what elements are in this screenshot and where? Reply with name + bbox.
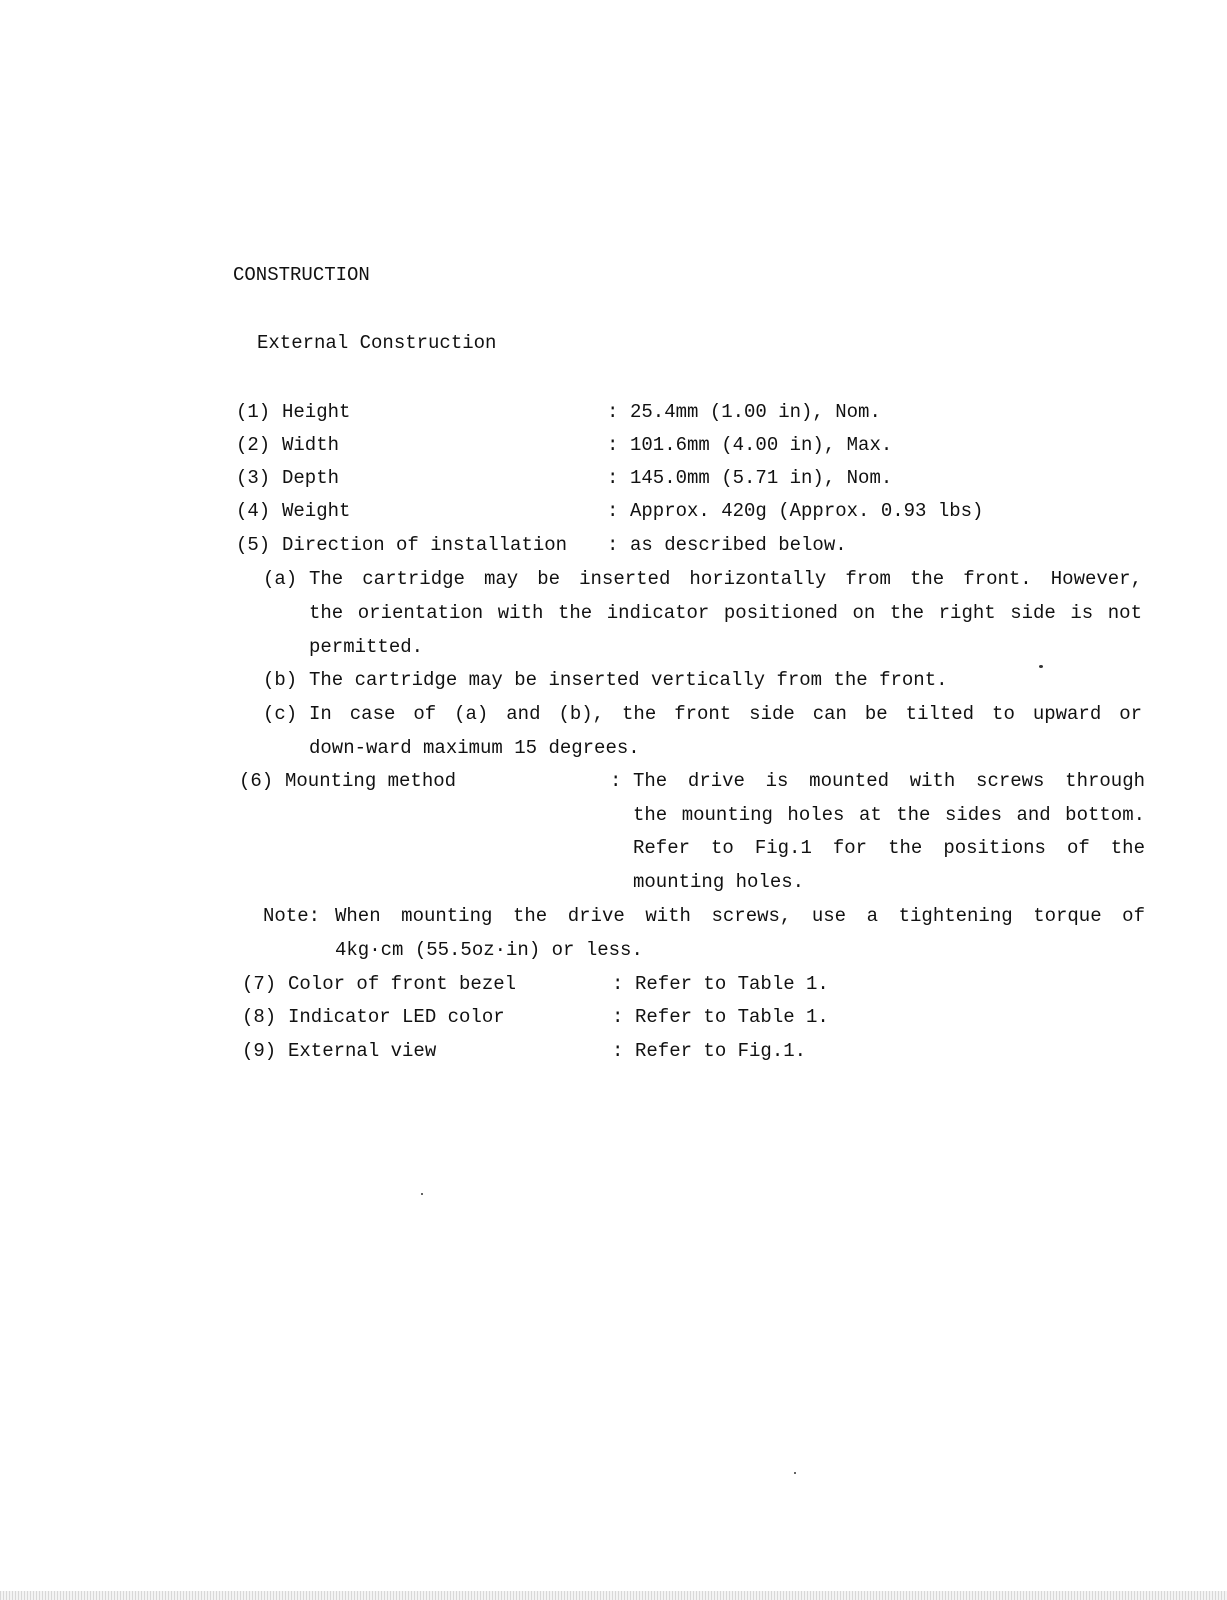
spec-separator: : bbox=[612, 1040, 624, 1062]
mounting-line: Refer to Fig.1 for the positions of the bbox=[633, 837, 1145, 859]
spec-separator: : bbox=[610, 770, 622, 792]
spec-label: Color of front bezel bbox=[288, 973, 517, 995]
spec-number: (7) bbox=[242, 973, 277, 995]
spec-separator: : bbox=[612, 973, 624, 995]
spec-value: as described below. bbox=[630, 534, 847, 556]
spec-number: (3) bbox=[236, 467, 271, 489]
section-heading: CONSTRUCTION bbox=[233, 264, 370, 286]
item-marker: (a) bbox=[263, 568, 298, 590]
spec-value: Refer to Table 1. bbox=[635, 973, 829, 995]
spec-value: Refer to Fig.1. bbox=[635, 1040, 807, 1062]
spec-number: (8) bbox=[242, 1006, 277, 1028]
note-label: Note: bbox=[263, 905, 321, 927]
spec-number: (9) bbox=[242, 1040, 277, 1062]
spec-label: Height bbox=[282, 401, 351, 423]
mounting-line: mounting holes. bbox=[633, 871, 805, 893]
spec-separator: : bbox=[607, 401, 619, 423]
spec-value: 145.0mm (5.71 in), Nom. bbox=[630, 467, 893, 489]
note-line: 4kg·cm (55.5oz·in) or less. bbox=[335, 939, 643, 961]
subsection-heading: External Construction bbox=[257, 332, 497, 354]
mounting-line: the mounting holes at the sides and bottom. bbox=[633, 804, 1145, 826]
scan-speck bbox=[421, 1193, 423, 1195]
spec-separator: : bbox=[607, 434, 619, 456]
spec-number: (6) bbox=[239, 770, 274, 792]
spec-label: Weight bbox=[282, 500, 351, 522]
item-marker: (c) bbox=[263, 703, 298, 725]
scan-speck bbox=[794, 1472, 796, 1474]
spec-value: 101.6mm (4.00 in), Max. bbox=[630, 434, 893, 456]
spec-number: (1) bbox=[236, 401, 271, 423]
spec-label: Depth bbox=[282, 467, 340, 489]
spec-label: Direction of installation bbox=[282, 534, 568, 556]
spec-label: Width bbox=[282, 434, 340, 456]
spec-number: (5) bbox=[236, 534, 271, 556]
item-line: The cartridge may be inserted horizontally from the front. However, bbox=[309, 568, 1142, 590]
item-line: the orientation with the indicator positioned on the right side is not bbox=[309, 602, 1142, 624]
spec-number: (4) bbox=[236, 500, 271, 522]
spec-separator: : bbox=[607, 534, 619, 556]
item-line: In case of (a) and (b), the front side can be tilted to upward or bbox=[309, 703, 1142, 725]
item-line: down-ward maximum 15 degrees. bbox=[309, 737, 640, 759]
note-line: When mounting the drive with screws, use a tightening torque of bbox=[335, 905, 1145, 927]
spec-label: Indicator LED color bbox=[288, 1006, 505, 1028]
spec-label: External view bbox=[288, 1040, 437, 1062]
scan-speck bbox=[1039, 665, 1043, 668]
spec-value: Approx. 420g (Approx. 0.93 lbs) bbox=[630, 500, 984, 522]
scan-edge-strip bbox=[0, 1591, 1227, 1600]
item-line: The cartridge may be inserted vertically from the front. bbox=[309, 669, 948, 691]
spec-value: 25.4mm (1.00 in), Nom. bbox=[630, 401, 881, 423]
spec-value: Refer to Table 1. bbox=[635, 1006, 829, 1028]
spec-separator: : bbox=[612, 1006, 624, 1028]
spec-number: (2) bbox=[236, 434, 271, 456]
spec-separator: : bbox=[607, 500, 619, 522]
item-marker: (b) bbox=[263, 669, 298, 691]
spec-separator: : bbox=[607, 467, 619, 489]
item-line: permitted. bbox=[309, 636, 424, 658]
spec-label: Mounting method bbox=[285, 770, 457, 792]
mounting-line: The drive is mounted with screws through bbox=[633, 770, 1145, 792]
